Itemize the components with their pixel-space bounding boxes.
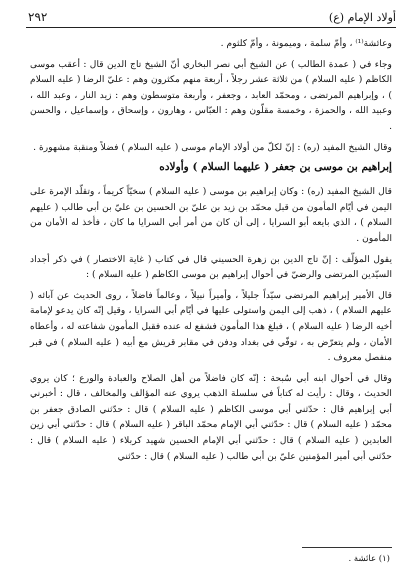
page-body bbox=[30, 36, 392, 464]
header-rule bbox=[26, 27, 396, 28]
footnote: (١) عائشة . bbox=[348, 554, 390, 564]
paragraph-6: قال الأمير إبراهيم المرتضى سيّداً جليلاً ، وأميراً نبيلاً ، وعالماً فاضلاً ، روى الحديث عن آبائه ( عليهم السلام ) ، ذهب إلى اليمن واستولى عليها في أيّام أبي السرايا ، وقيل إنّه كان يدعو لإمامة أخيه الرضا ( عليه السلام ) ، فبلغ هذا المأمون فشفع له عنده فقبل المأمون شفاعته له ، وأعطاه الأمان ، ولم يتعرّض به ، توفّي في بغداد ودفن في مقابر قريش مع أبيه ( عليه السلام ) في قبر منفصل معروف . bbox=[30, 289, 392, 364]
paragraph-2: وجاء في ( عمدة الطالب ) عن الشيخ أبي نصر البخاري أنّ الشيخ تاج الدين قال : أعقب موسى الكاظم ( عليه السلام ) من ثلاثة عشر رجلاً ، أربعة منهم مكثرون وهم : عليّ الرضا ( عليه السلام ) ، وإبراهيم المرتضى ، ومحمّد العابد ، وجعفر ، وأربعة متوسطون وهم : زيد النار ، وعبد الله ، وعبيد الله ، والحمزة ، وخمسة مقلّون وهم : العبّاس ، وهارون ، وإسحاق ، وإسماعيل ، والحسن . bbox=[30, 58, 392, 132]
paragraph-5: يقول المؤلّف : إنّ تاج الدين بن زهرة الحسيني قال في كتاب ( غاية الاختصار ) في ذكر أجداد السيّدين المرتضى والرضيّ في أحوال إبراهيم بن موسى الكاظم ( عليه السلام ) : bbox=[30, 253, 392, 281]
paragraph-3: وقال الشيخ المفيد (ره) : إنّ لكلّ من أولاد الإمام موسى ( عليه السلام ) فضلاً ومنقبة مشهورة . bbox=[33, 141, 392, 153]
page-number: ٢٩٢ bbox=[28, 10, 48, 24]
page-header bbox=[28, 8, 396, 26]
section-heading: إبراهيم بن موسى بن جعفر ( عليهما السلام ) وأولاده bbox=[159, 161, 392, 174]
paragraph-7: وقال في أحوال ابنه أبي سُبحة : إنّه كان فاضلاً من أهل الصلاح والعبادة والورع ؛ كان يروي الحديث ، وقال : رأيت له كتاباً في سلسلة الذهب يروي عنه المؤالف والمخالف ، قال : أخبرني أبي إبراهيم قال : حدّثني أبي موسى الكاظم ( عليه السلام ) قال : حدّثني الصادق جعفر بن محمّد ( عليه السلام ) قال : حدّثني أبي الإمام محمّد الباقر ( عليه السلام ) قال : حدّثني أبي زين العابدين ( عليه السلام ) قال : حدّثني أبي الإمام الحسين شهيد كربلاء ( عليه السلام ) قال : حدّثني أبي أمير المؤمنين عليّ بن أبي طالب ( عليه السلام ) قال : حدّثني bbox=[30, 372, 392, 462]
paragraph-4: قال الشيخ المفيد (ره) : وكان إبراهيم بن موسى ( عليه السلام ) سخيّاً كريماً ، وتقلّد الإمرة على اليمن في أيّام المأمون من قبل محمّد بن زيد بن عليّ بن الحسين بن عليّ بن أبي طالب ( عليهم السلام ) ، الذي بايعه أبو السرايا ، إلى أن كان من أمر أبي السرايا ما كان ، فأخذ له الأمان من المأمون . bbox=[30, 186, 392, 244]
footnote-rule bbox=[302, 547, 392, 548]
paragraph-1: وعائشة⁽¹⁾ ، وأمّ سلمة ، وميمونة ، وأمّ كلثوم . bbox=[220, 38, 392, 49]
running-title: أولاد الإمام (ع) bbox=[328, 10, 396, 24]
